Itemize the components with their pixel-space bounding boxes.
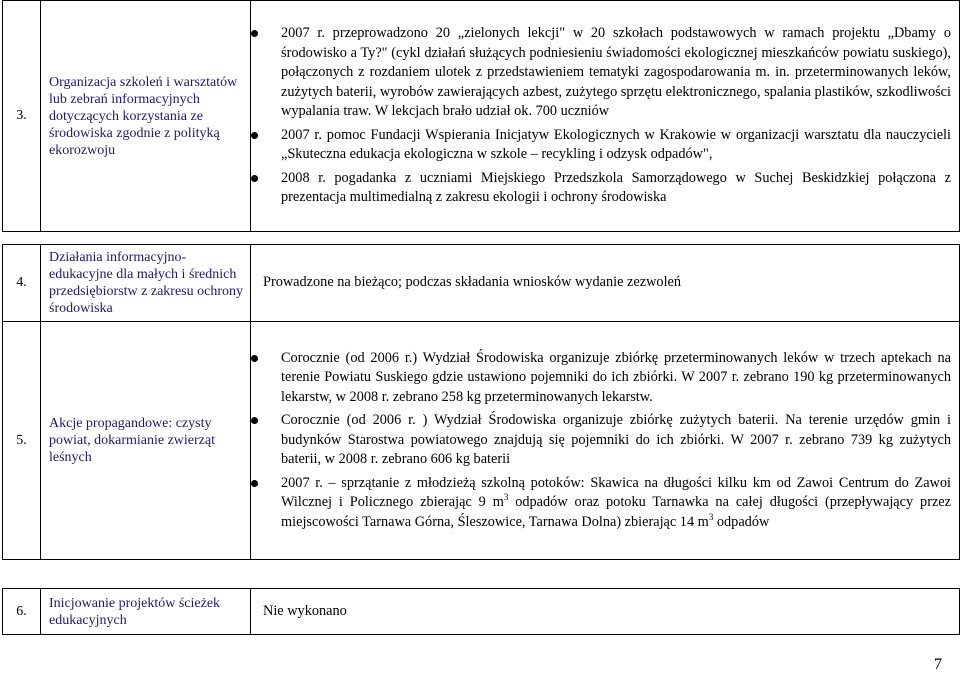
row-title: Akcje propagandowe: czysty powiat, dokarmianie zwierząt leśnych [41,322,251,560]
bullet-icon [251,480,258,487]
bullet-list [251,24,951,208]
list-item: Corocznie (od 2006 r.) Wydział Środowiska organizuje zbiórkę przeterminowanych leków w trzech aptekach na terenie Powiatu Suskiego gdzie ustawiono pojemniki do ich zbiórki. W 2007 r. zebrano 190 kg przeterminowanych lekarstw, w 2008 r. zebrano 258 kg przeterminowanych lekarstw. [251,349,951,408]
row-content: Prowadzone na bieżąco; podczas składania wniosków wydanie zezwoleń [251,245,960,322]
bullet-list [251,349,951,533]
list-item: 2007 r. – sprzątanie z młodzieżą szkolną potoków: Skawica na długości kilku km od Zawoi Centrum do Zawoi Wilcznej i Policznego zbierając 9 $m^3$ odpadów oraz potoku Tarnawka na całej długości (przepływający przez miejscowości Tarnawa Górna, Śleszowice, Tarnawa Dolna) zbierając 14 $m^3$ odpadów [251,474,951,533]
row-number: 6. [3,589,41,635]
list-item: Corocznie (od 2006 r. ) Wydział Środowiska organizuje zbiórkę zużytych baterii. Na terenie urzędów gmin i budynków Starostwa powiatowego znajdują się pojemniki do ich zbiórki. W 2007 r. zebrano 739 kg zużytych baterii, w 2008 r. zebrano 606 kg baterii [251,411,951,470]
table-spacer [3,232,960,245]
row-title: Inicjowanie projektów ścieżek edukacyjnych [41,589,251,635]
row-title: Działania informacyjno-edukacyjne dla małych i średnich przedsiębiorstw z zakresu ochrony środowiska [41,245,251,322]
row-number: 3. [3,1,41,232]
document-table [2,0,960,635]
table-spacer [3,560,960,589]
row-number: 4. [3,245,41,322]
bullet-icon [251,132,258,139]
bullet-icon [251,417,258,424]
row-content [251,1,960,232]
bullet-icon [251,30,258,37]
bullet-icon [251,355,258,362]
table-row [3,1,960,232]
row-title: Organizacja szkoleń i warsztatów lub zebrań informacyjnych dotyczących korzystania ze środowiska zgodnie z polityką ekorozwoju [41,1,251,232]
list-item: 2007 r. pomoc Fundacji Wspierania Inicjatyw Ekologicznych w Krakowie w organizacji warsztatu dla nauczycieli „Skuteczna edukacja ekologiczna w szkole – recykling i odzysk odpadów", [251,126,951,165]
table-row [3,245,960,322]
row-number: 5. [3,322,41,560]
row-content [251,322,960,560]
row-content: Nie wykonano [251,589,960,635]
list-item: 2007 r. przeprowadzono 20 „zielonych lekcji" w 20 szkołach podstawowych w ramach projektu „Dbamy o środowisko a Ty?" (cykl działań służących podniesieniu świadomości ekologicznej mieszkańców powiatu suskiego), połączonych z rozdaniem ulotek z przedstawieniem tematyki zagospodarowania m. in. przeterminowanych leków, zużytych baterii, wyrobów zawierających azbest, zużytego sprzętu elektronicznego, spalania plastików, szkodliwości wypalania traw. W lekcjach brało udział ok. 700 uczniów [251,24,951,122]
table-row [3,589,960,635]
list-item: 2008 r. pogadanka z uczniami Miejskiego Przedszkola Samorządowego w Suchej Beskidzkiej połączona z prezentacja multimedialną z zakresu ekologii i ochrony środowiska [251,169,951,208]
table-row [3,322,960,560]
page-number: 7 [934,656,942,673]
bullet-icon [251,175,258,182]
